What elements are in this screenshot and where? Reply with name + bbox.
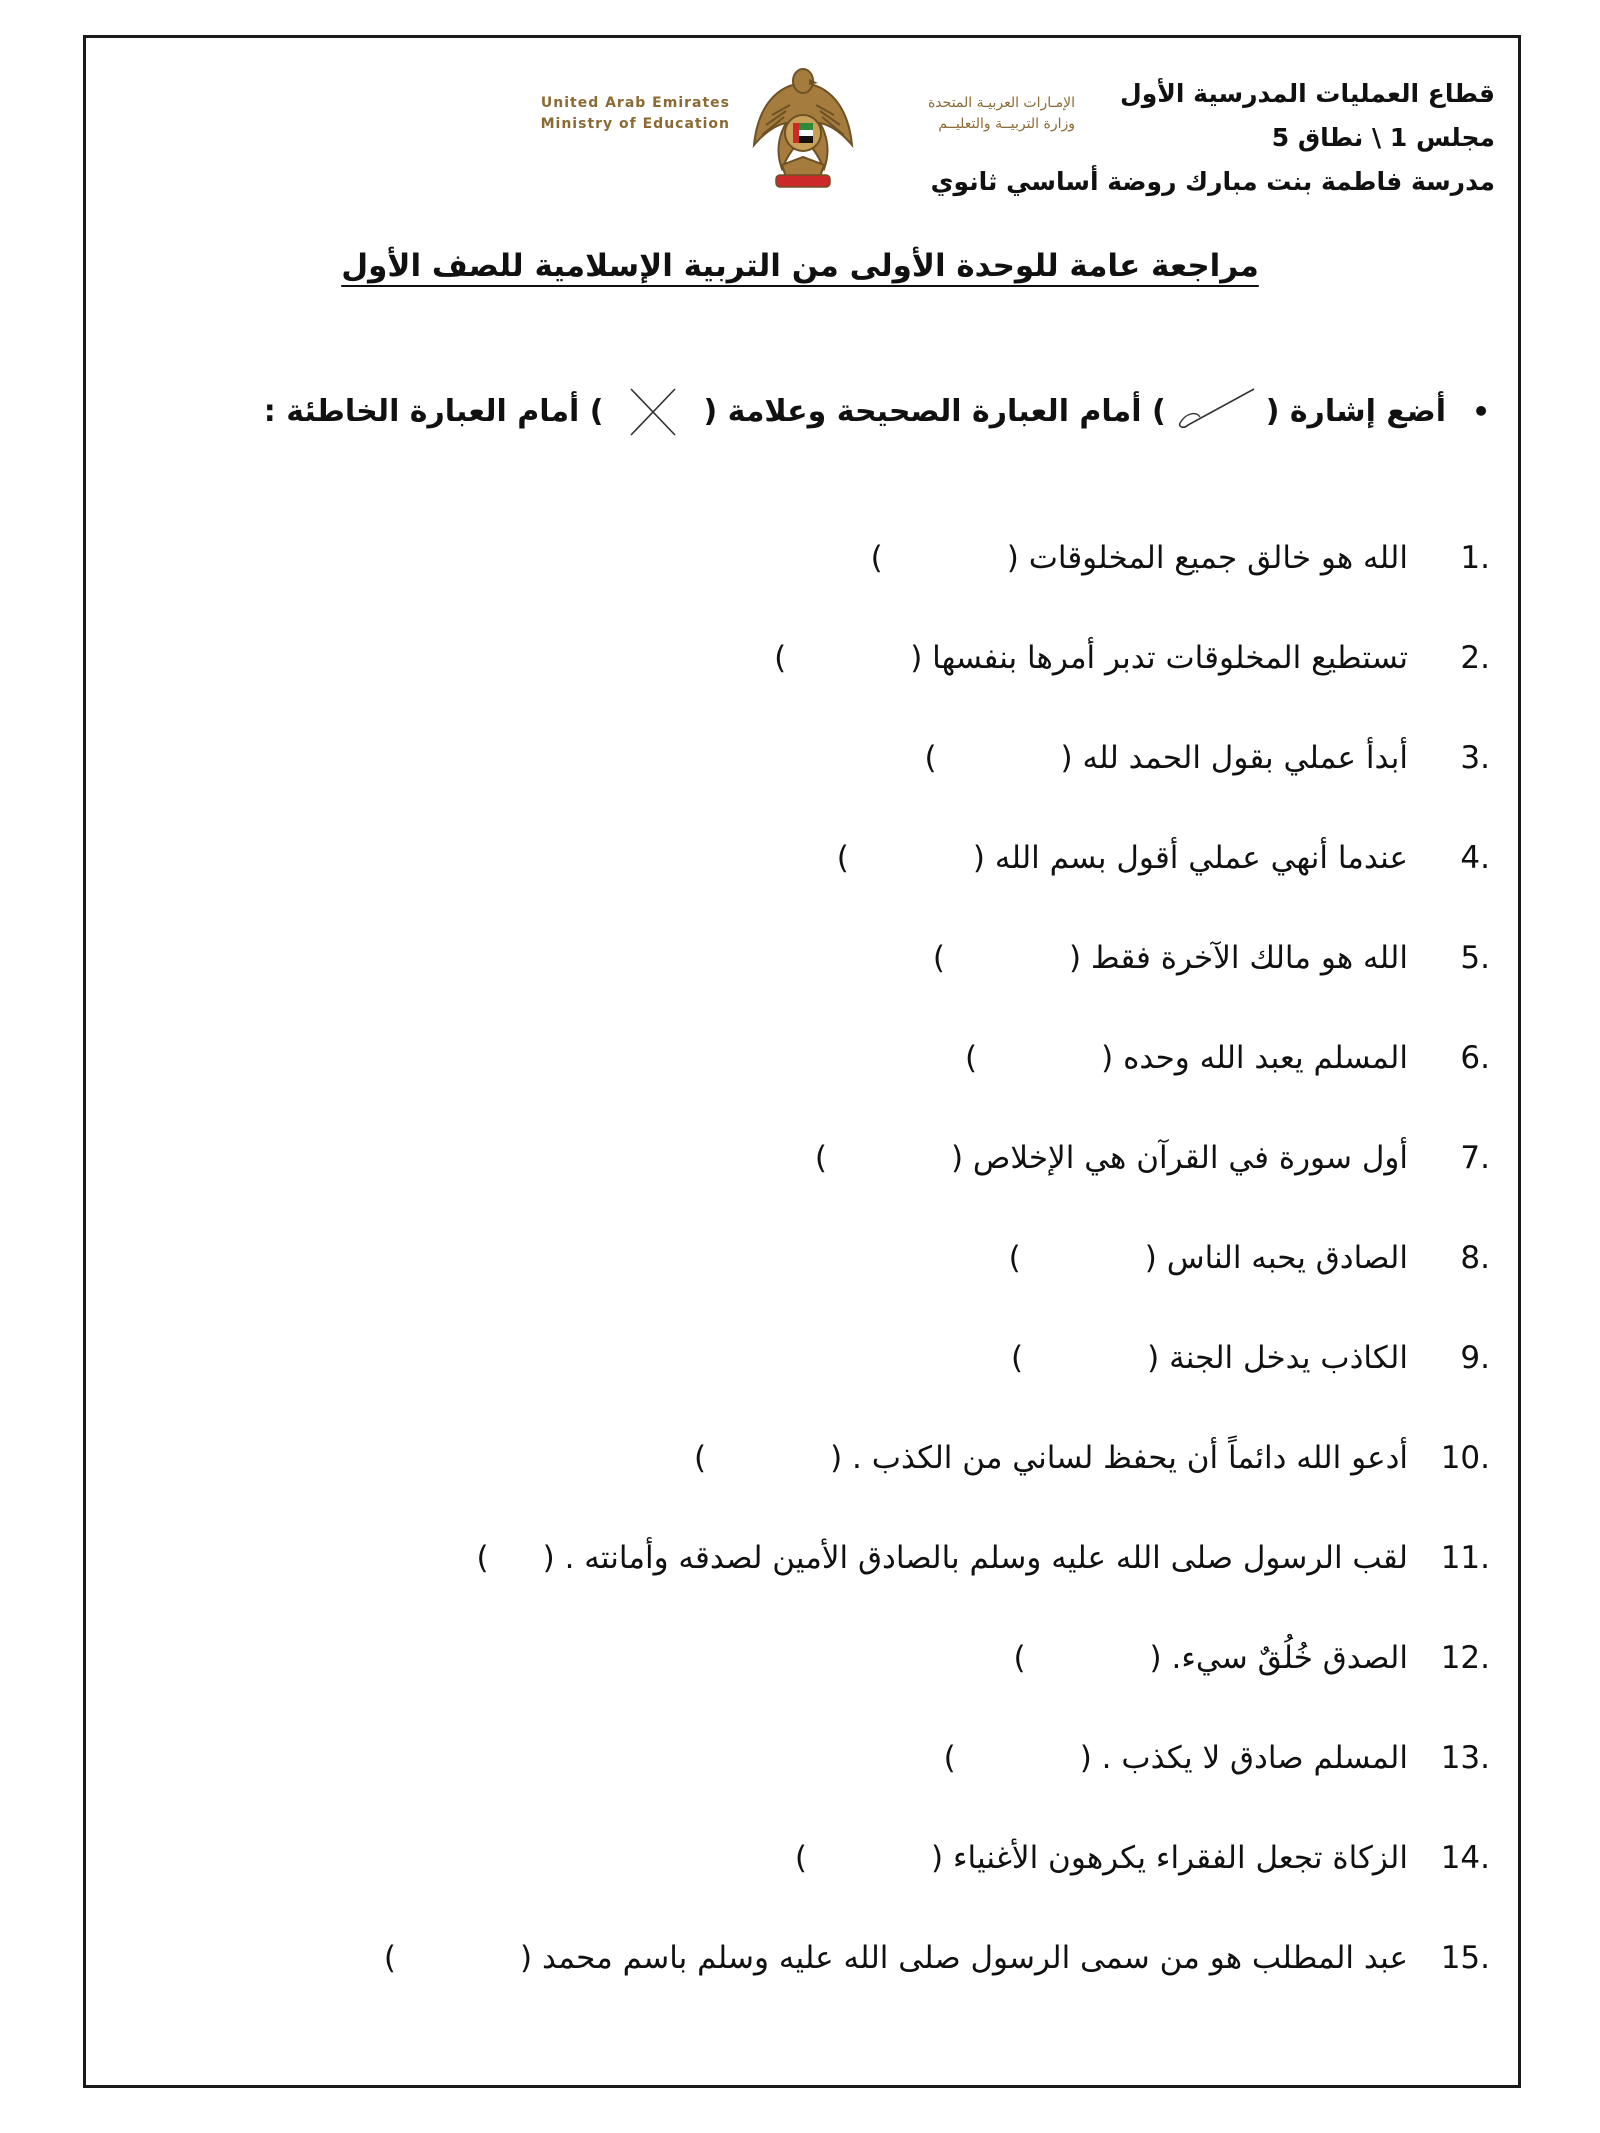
question-item (90, 1708, 1490, 1808)
logo-arabic-line2: وزارة التربيــة والتعليــم (938, 116, 1075, 132)
answer-blank[interactable]: ) (965, 1040, 978, 1076)
question-number: 12. (1440, 1640, 1490, 1676)
question-text: عندما أنهي عملي أقول بسم الله ( (972, 840, 1408, 876)
council-label: مجلس 1 \ نطاق 5 (1271, 123, 1495, 152)
question-number: 5. (1460, 940, 1490, 976)
question-text: المسلم صادق لا يكذب . ( (1079, 1740, 1408, 1776)
question-text: عبد المطلب هو من سمى الرسول صلى الله عليه وسلم باسم محمد ( (520, 1940, 1408, 1976)
logo-english-line2: Ministry of Education (540, 116, 730, 132)
question-text: لقب الرسول صلى الله عليه وسلم بالصادق الأمين لصدقه وأمانته . ( (542, 1540, 1408, 1576)
question-item (90, 1508, 1490, 1608)
question-text: الصادق يحبه الناس ( (1144, 1240, 1408, 1276)
question-text: تستطيع المخلوقات تدبر أمرها بنفسها ( (910, 640, 1408, 676)
question-number: 4. (1460, 840, 1490, 876)
question-item (90, 708, 1490, 808)
logo-english-line1: United Arab Emirates (540, 95, 730, 111)
question-number: 11. (1440, 1540, 1490, 1576)
answer-blank[interactable]: ) (932, 940, 945, 976)
answer-blank[interactable]: ) (943, 1740, 956, 1776)
ministry-logo (520, 65, 1080, 195)
instruction-part2: ) أمام العبارة الصحيحة وعلامة ( (703, 393, 1166, 429)
question-number: 3. (1460, 740, 1490, 776)
question-number: 9. (1460, 1340, 1490, 1376)
question-number: 7. (1460, 1140, 1490, 1176)
question-number: 2. (1460, 640, 1490, 676)
question-text: الله هو خالق جميع المخلوقات ( (1006, 540, 1408, 576)
question-item (90, 1408, 1490, 1508)
answer-blank[interactable]: ) (383, 1940, 397, 1976)
question-item (90, 1208, 1490, 1308)
answer-blank[interactable]: ) (1013, 1640, 1026, 1676)
question-item (90, 908, 1490, 1008)
question-number: 14. (1440, 1840, 1490, 1876)
sector-label: قطاع العمليات المدرسية الأول (1120, 79, 1495, 108)
question-text: أدعو الله دائماً أن يحفظ لساني من الكذب . ( (830, 1440, 1408, 1476)
question-number: 8. (1460, 1240, 1490, 1276)
question-text: الكاذب يدخل الجنة ( (1147, 1340, 1408, 1376)
question-item (90, 1908, 1490, 2008)
instruction-line (264, 383, 1490, 439)
logo-english-text (520, 93, 730, 135)
bullet-icon: • (1472, 394, 1490, 428)
logo-arabic-line1: الإمـارات العربيـة المتحدة (927, 95, 1075, 111)
question-text: المسلم يعبد الله وحده ( (1101, 1040, 1408, 1076)
logo-arabic-text (875, 93, 1075, 135)
question-item (90, 508, 1490, 608)
answer-blank[interactable]: ) (924, 740, 937, 776)
question-text: الصدق خُلُقٌ سيء. ( (1149, 1640, 1408, 1676)
answer-blank[interactable]: ) (870, 540, 883, 576)
answer-blank[interactable]: ) (476, 1540, 489, 1576)
checkmark-icon (1166, 383, 1266, 439)
instruction-part1: أضع إشارة ( (1265, 393, 1447, 429)
question-item (90, 1808, 1490, 1908)
question-item (90, 808, 1490, 908)
question-item (90, 1308, 1490, 1408)
question-list (90, 508, 1490, 2008)
question-number: 1. (1460, 540, 1490, 576)
question-number: 10. (1440, 1440, 1490, 1476)
question-text: أول سورة في القرآن هي الإخلاص ( (950, 1140, 1408, 1176)
answer-blank[interactable]: ) (1008, 1240, 1021, 1276)
cross-icon (603, 383, 703, 439)
answer-blank[interactable]: ) (1011, 1340, 1024, 1376)
question-text: الزكاة تجعل الفقراء يكرهون الأغنياء ( (931, 1840, 1408, 1876)
question-number: 13. (1440, 1740, 1490, 1776)
question-item (90, 1608, 1490, 1708)
question-item (90, 1108, 1490, 1208)
question-item (90, 608, 1490, 708)
question-item (90, 1008, 1490, 1108)
question-text: أبدأ عملي بقول الحمد لله ( (1060, 740, 1408, 776)
answer-blank[interactable]: ) (814, 1140, 827, 1176)
answer-blank[interactable]: ) (774, 640, 787, 676)
answer-blank[interactable]: ) (836, 840, 849, 876)
worksheet-title: مراجعة عامة للوحدة الأولى من التربية الإسلامية للصف الأول (341, 248, 1259, 284)
uae-falcon-emblem-icon (748, 65, 858, 190)
question-number: 6. (1460, 1040, 1490, 1076)
question-text: الله هو مالك الآخرة فقط ( (1068, 940, 1408, 976)
answer-blank[interactable]: ) (794, 1840, 808, 1876)
question-number: 15. (1440, 1940, 1490, 1976)
instruction-part3: ) أمام العبارة الخاطئة : (263, 393, 604, 429)
school-name: مدرسة فاطمة بنت مبارك روضة أساسي ثانوي (930, 167, 1495, 196)
answer-blank[interactable]: ) (694, 1440, 707, 1476)
